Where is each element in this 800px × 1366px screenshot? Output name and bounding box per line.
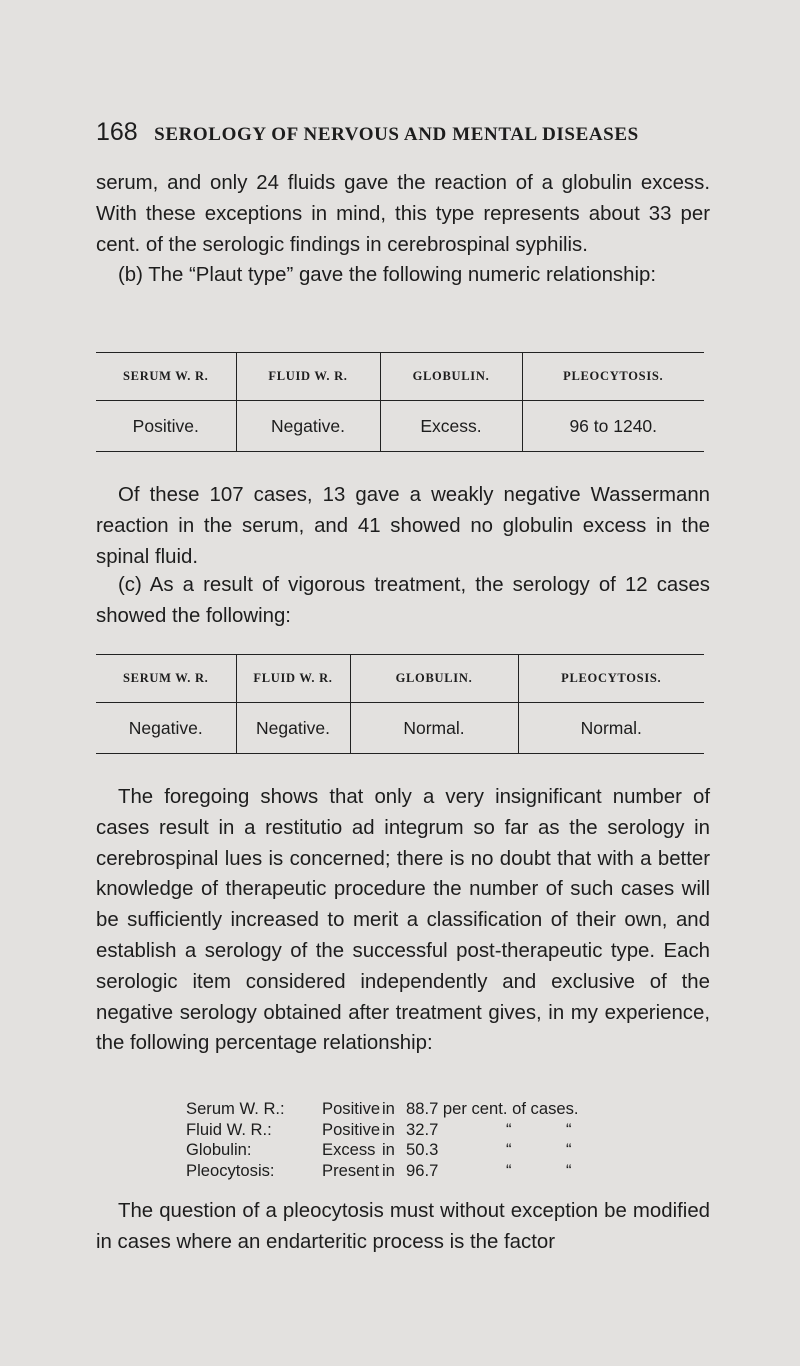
header-globulin: GLOBULIN.	[380, 353, 522, 401]
header-serum-wr: SERUM W. R.	[96, 655, 236, 703]
paragraph-1: serum, and only 24 fluids gave the reaction of a globulin excess. With these exceptions in mind, this type represents about 33 per cent. of the serologic findings in cerebrospinal syphilis.	[96, 172, 710, 256]
paragraph-5: The foregoing shows that only a very insignificant number of cases result in a restitutio ad integrum so far as the serology in cerebrospinal lues is concerned; there is no doubt that with a better knowledge of therapeutic procedure the number of such cases will be sufficiently increased to merit a classification of their own, and establish a serology of the successful post-therapeutic type. Each serologic item considered independently and exclusive of the negative serology obtained after treatment gives, in my experience, the following percentage relationship:	[96, 786, 710, 1055]
page-number: 168	[96, 118, 138, 146]
cell-fluid-wr: Negative.	[236, 703, 350, 754]
table-header-row	[96, 353, 704, 401]
cell-globulin: Normal.	[350, 703, 518, 754]
table-row	[96, 703, 704, 754]
post-treatment-table	[96, 654, 704, 754]
paragraph-6: The question of a pleocytosis must without exception be modified in cases where an endarteritic process is the factor	[96, 1200, 710, 1253]
paragraph-3: Of these 107 cases, 13 gave a weakly negative Wassermann reaction in the serum, and 41 showed no globulin excess in the spinal fluid.	[96, 484, 710, 568]
header-fluid-wr: FLUID W. R.	[236, 655, 350, 703]
header-pleocytosis: PLEOCYTOSIS.	[518, 655, 704, 703]
header-fluid-wr: FLUID W. R.	[236, 353, 380, 401]
cell-serum-wr: Positive.	[96, 401, 236, 452]
list-item: Globulin: Excess in 50.3 “ “	[186, 1140, 572, 1159]
cell-pleocytosis: 96 to 1240.	[522, 401, 704, 452]
cell-pleocytosis: Normal.	[518, 703, 704, 754]
paragraph-2: (b) The “Plaut type” gave the following numeric relationship:	[118, 264, 656, 286]
list-item: Serum W. R.: Positive in 88.7 per cent. of cases.	[186, 1099, 579, 1118]
cell-globulin: Excess.	[380, 401, 522, 452]
paragraph-4: (c) As a result of vigorous treatment, the serology of 12 cases showed the following:	[96, 574, 710, 627]
cell-serum-wr: Negative.	[96, 703, 236, 754]
table-row	[96, 401, 704, 452]
table-header-row	[96, 655, 704, 703]
cell-fluid-wr: Negative.	[236, 401, 380, 452]
percentage-list	[186, 1099, 579, 1181]
plaut-type-table	[96, 352, 704, 452]
list-item: Pleocytosis: Present in 96.7 “ “	[186, 1160, 572, 1180]
running-header	[96, 118, 716, 147]
header-globulin: GLOBULIN.	[350, 655, 518, 703]
running-title: SEROLOGY OF NERVOUS AND MENTAL DISEASES	[154, 124, 639, 145]
list-item: Fluid W. R.: Positive in 32.7 “ “	[186, 1119, 572, 1139]
header-serum-wr: SERUM W. R.	[96, 353, 236, 401]
header-pleocytosis: PLEOCYTOSIS.	[522, 353, 704, 401]
